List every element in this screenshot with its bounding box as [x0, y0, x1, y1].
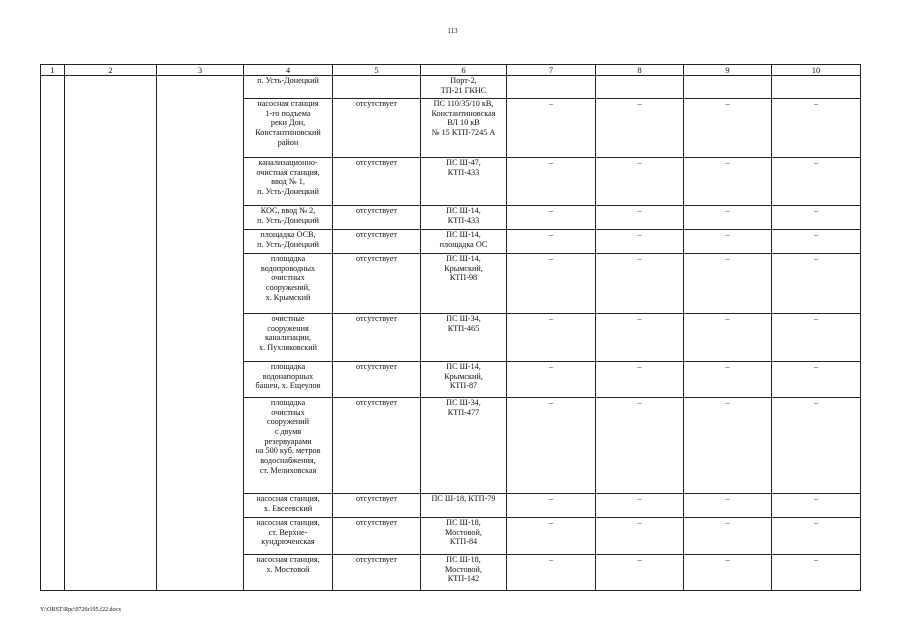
power-source-cell — [421, 230, 507, 254]
dash-cell: – — [772, 230, 861, 254]
cell-line: канализации, — [264, 333, 312, 343]
cell-line: КТП-142 — [447, 574, 480, 584]
dash-cell: – — [596, 518, 684, 555]
dash-cell: – — [596, 362, 684, 398]
empty-cell — [41, 494, 65, 518]
cell-line: ПС Ш-18, — [446, 555, 481, 564]
reserve-capacity-cell — [333, 362, 421, 398]
power-source-cell — [421, 518, 507, 555]
cell-line: п. Усть-Донецкий — [257, 239, 319, 249]
cell-line: ст. Мелиховская — [259, 465, 317, 475]
cell-line: сооружений, — [265, 283, 311, 293]
dash-cell: – — [596, 158, 684, 206]
cell-line: кундрюченская — [261, 537, 315, 547]
reserve-capacity-cell — [333, 254, 421, 314]
cell-line: отсутствует — [356, 158, 397, 167]
dash-cell: – — [684, 494, 772, 518]
empty-cell — [65, 362, 157, 398]
dash-cell: – — [507, 362, 596, 398]
cell-line: площадка — [270, 398, 306, 407]
reserve-capacity-cell — [333, 518, 421, 555]
cell-line: ПС Ш-34, — [446, 398, 481, 407]
column-header: 6 — [421, 65, 507, 76]
dash-cell: – — [507, 518, 596, 555]
empty-cell — [65, 494, 157, 518]
cell-line: КТП-433 — [447, 167, 480, 177]
column-header: 4 — [244, 65, 333, 76]
dash-cell: – — [772, 314, 861, 362]
dash-cell: – — [507, 230, 596, 254]
empty-cell — [65, 76, 157, 99]
dash-cell: – — [596, 314, 684, 362]
cell-line: сооружений — [266, 417, 310, 427]
dash-cell: – — [507, 555, 596, 591]
table-row — [41, 494, 861, 518]
dash-cell: – — [596, 494, 684, 518]
cell-line: отсутствует — [356, 230, 397, 239]
column-number-row — [41, 65, 861, 76]
object-name-cell — [244, 76, 333, 99]
empty-cell — [157, 76, 244, 99]
cell-line: отсутствует — [356, 398, 397, 407]
column-header: 1 — [41, 65, 65, 76]
empty-cell — [157, 555, 244, 591]
dash-cell: – — [507, 99, 596, 158]
cell-line: башен, х. Ещеулов — [255, 381, 321, 391]
cell-line: № 15 КТП-7245 А — [431, 128, 496, 138]
cell-line: ПС Ш-14, — [446, 254, 481, 263]
cell-line: очистные — [271, 314, 305, 323]
cell-line: Мостовой, — [445, 527, 482, 537]
power-source-cell — [421, 76, 507, 99]
empty-cell — [41, 99, 65, 158]
cell-line: КТП-84 — [449, 537, 478, 547]
reserve-capacity-cell — [333, 206, 421, 230]
empty-cell — [157, 314, 244, 362]
object-name-cell — [244, 398, 333, 494]
empty-cell — [157, 362, 244, 398]
cell-line: отсутствует — [356, 99, 397, 108]
dash-cell: – — [596, 254, 684, 314]
empty-cell — [157, 230, 244, 254]
dash-cell: – — [507, 158, 596, 206]
footer-file-path: Y:\ORST\Rpc\0726r195.f22.docx — [40, 607, 122, 613]
cell-line: насосная станция, — [256, 555, 320, 564]
dash-cell: – — [772, 494, 861, 518]
table-row — [41, 362, 861, 398]
empty-cell — [41, 158, 65, 206]
table-row — [41, 99, 861, 158]
cell-line: отсутствует — [356, 518, 397, 527]
power-source-cell — [421, 314, 507, 362]
dash-cell: – — [684, 314, 772, 362]
cell-line: ПС Ш-14, — [446, 362, 481, 371]
cell-line: ввод № 1, — [271, 177, 305, 187]
reserve-capacity-cell — [333, 99, 421, 158]
dash-cell: – — [684, 230, 772, 254]
empty-cell — [41, 362, 65, 398]
cell-line: отсутствует — [356, 206, 397, 215]
cell-line: 1-го подъема — [265, 108, 311, 118]
empty-cell — [157, 254, 244, 314]
power-source-cell — [421, 254, 507, 314]
dash-cell — [596, 76, 684, 99]
cell-line: очистных — [271, 273, 305, 283]
cell-line: площадка — [270, 254, 306, 263]
cell-line: очистных — [271, 407, 305, 417]
reserve-capacity-cell — [333, 555, 421, 591]
dash-cell — [507, 76, 596, 99]
cell-line: канализационно- — [258, 158, 318, 167]
power-source-cell — [421, 99, 507, 158]
dash-cell: – — [596, 99, 684, 158]
reserve-capacity-cell — [333, 158, 421, 206]
cell-line: с двумя — [274, 427, 302, 437]
dash-cell: – — [772, 555, 861, 591]
dash-cell — [684, 76, 772, 99]
empty-cell — [41, 314, 65, 362]
cell-line: насосная станция, — [256, 494, 320, 503]
cell-line: ст. Верхне- — [268, 527, 308, 537]
cell-line: насосная станция — [257, 99, 319, 108]
dash-cell: – — [507, 494, 596, 518]
cell-line: ВЛ 10 кВ — [447, 118, 480, 128]
cell-line: Порт-2, — [450, 76, 477, 85]
reserve-capacity-cell — [333, 314, 421, 362]
empty-cell — [41, 230, 65, 254]
object-name-cell — [244, 362, 333, 398]
empty-cell — [157, 206, 244, 230]
cell-line: отсутствует — [356, 494, 397, 503]
object-name-cell — [244, 254, 333, 314]
cell-line: х. Мостовой — [266, 564, 310, 574]
cell-line: п. Усть-Донецкий — [257, 76, 319, 85]
dash-cell — [772, 76, 861, 99]
cell-line: ПС Ш-34, — [446, 314, 481, 323]
cell-line: х. Крымский — [265, 292, 311, 302]
cell-line: ПС 110/35/10 кВ, — [433, 99, 494, 108]
cell-line: отсутствует — [356, 555, 397, 564]
empty-cell — [41, 76, 65, 99]
cell-line: отсутствует — [356, 314, 397, 323]
table-row — [41, 398, 861, 494]
object-name-cell — [244, 158, 333, 206]
column-header: 10 — [772, 65, 861, 76]
dash-cell: – — [596, 555, 684, 591]
empty-cell — [41, 206, 65, 230]
column-header: 3 — [157, 65, 244, 76]
dash-cell: – — [507, 314, 596, 362]
cell-line: реки Дон, — [270, 118, 306, 128]
cell-line: Крымский, — [444, 263, 483, 273]
cell-line: п. Усть-Донецкий — [257, 215, 319, 225]
cell-line: площадка ОС — [439, 239, 488, 249]
table-row — [41, 555, 861, 591]
cell-line: ПС Ш-14, — [446, 230, 481, 239]
cell-line: КТП-433 — [447, 215, 480, 225]
cell-line: водонапорных — [262, 371, 314, 381]
table-row — [41, 254, 861, 314]
table-row — [41, 76, 861, 99]
empty-cell — [65, 555, 157, 591]
empty-cell — [157, 494, 244, 518]
dash-cell: – — [596, 398, 684, 494]
cell-line: Константиновская — [431, 108, 496, 118]
cell-line: КТП-87 — [449, 381, 478, 391]
column-header: 7 — [507, 65, 596, 76]
cell-line: площадка ОСВ, — [260, 230, 316, 239]
dash-cell: – — [772, 398, 861, 494]
cell-line: очистная станция, — [256, 167, 320, 177]
page-number: 113 — [447, 27, 458, 35]
empty-cell — [65, 230, 157, 254]
column-header: 8 — [596, 65, 684, 76]
cell-line: отсутствует — [356, 254, 397, 263]
reserve-capacity-cell — [333, 494, 421, 518]
cell-line: резервуарами — [264, 436, 312, 446]
cell-line: ПС Ш-14, — [446, 206, 481, 215]
empty-cell — [65, 158, 157, 206]
empty-cell — [157, 158, 244, 206]
cell-line: площадка — [270, 362, 306, 371]
empty-cell — [65, 398, 157, 494]
empty-cell — [65, 99, 157, 158]
empty-cell — [157, 518, 244, 555]
cell-line: ПС Ш-18, КТП-79 — [431, 494, 496, 503]
empty-cell — [157, 99, 244, 158]
dash-cell: – — [684, 555, 772, 591]
dash-cell: – — [684, 254, 772, 314]
table-row — [41, 518, 861, 555]
table-row — [41, 158, 861, 206]
object-name-cell — [244, 99, 333, 158]
object-name-cell — [244, 230, 333, 254]
data-table — [40, 64, 861, 591]
dash-cell: – — [772, 254, 861, 314]
dash-cell: – — [507, 206, 596, 230]
power-source-cell — [421, 398, 507, 494]
dash-cell: – — [772, 206, 861, 230]
reserve-capacity-cell — [333, 76, 421, 99]
column-header: 9 — [684, 65, 772, 76]
cell-line: отсутствует — [356, 362, 397, 371]
reserve-capacity-cell — [333, 398, 421, 494]
column-header: 5 — [333, 65, 421, 76]
cell-line: п. Усть-Донецкий — [257, 187, 319, 197]
dash-cell: – — [684, 398, 772, 494]
power-source-cell — [421, 206, 507, 230]
dash-cell: – — [596, 230, 684, 254]
dash-cell: – — [772, 518, 861, 555]
dash-cell: – — [772, 99, 861, 158]
cell-line: КТП-98 — [449, 273, 478, 283]
reserve-capacity-cell — [333, 230, 421, 254]
object-name-cell — [244, 206, 333, 230]
cell-line: район — [277, 137, 299, 147]
power-source-cell — [421, 158, 507, 206]
empty-cell — [65, 314, 157, 362]
cell-line: ТП-21 ГКНС — [440, 85, 487, 95]
power-source-cell — [421, 494, 507, 518]
object-name-cell — [244, 494, 333, 518]
power-source-cell — [421, 362, 507, 398]
cell-line: Константиновский — [255, 128, 321, 138]
cell-line: ПС Ш-47, — [446, 158, 481, 167]
cell-line: КОС, ввод № 2, — [260, 206, 316, 215]
cell-line: ПС Ш-18, — [446, 518, 481, 527]
table-body — [41, 76, 861, 591]
dash-cell: – — [684, 518, 772, 555]
empty-cell — [157, 398, 244, 494]
object-name-cell — [244, 518, 333, 555]
cell-line: водопроводных — [260, 263, 316, 273]
power-source-cell — [421, 555, 507, 591]
cell-line: КТП-465 — [447, 323, 480, 333]
object-name-cell — [244, 555, 333, 591]
cell-line: Крымский, — [444, 371, 483, 381]
dash-cell: – — [684, 99, 772, 158]
empty-cell — [41, 518, 65, 555]
empty-cell — [65, 206, 157, 230]
cell-line: насосная станция, — [256, 518, 320, 527]
table-row — [41, 314, 861, 362]
dash-cell: – — [772, 362, 861, 398]
cell-line: х. Пухляковский — [259, 343, 317, 353]
cell-line: х. Евсеевский — [263, 503, 313, 513]
empty-cell — [41, 254, 65, 314]
dash-cell: – — [596, 206, 684, 230]
dash-cell: – — [772, 158, 861, 206]
empty-cell — [65, 518, 157, 555]
column-header: 2 — [65, 65, 157, 76]
object-name-cell — [244, 314, 333, 362]
cell-line: Мостовой, — [445, 564, 482, 574]
cell-line: КТП-477 — [447, 407, 480, 417]
empty-cell — [41, 398, 65, 494]
dash-cell: – — [684, 158, 772, 206]
cell-line: сооружения — [267, 323, 309, 333]
cell-line: на 500 куб. метров — [255, 446, 321, 456]
dash-cell: – — [507, 254, 596, 314]
dash-cell: – — [684, 206, 772, 230]
empty-cell — [41, 555, 65, 591]
cell-line: водоснабжения, — [260, 456, 316, 466]
empty-cell — [65, 254, 157, 314]
dash-cell: – — [507, 398, 596, 494]
table-row — [41, 206, 861, 230]
table-row — [41, 230, 861, 254]
dash-cell: – — [684, 362, 772, 398]
